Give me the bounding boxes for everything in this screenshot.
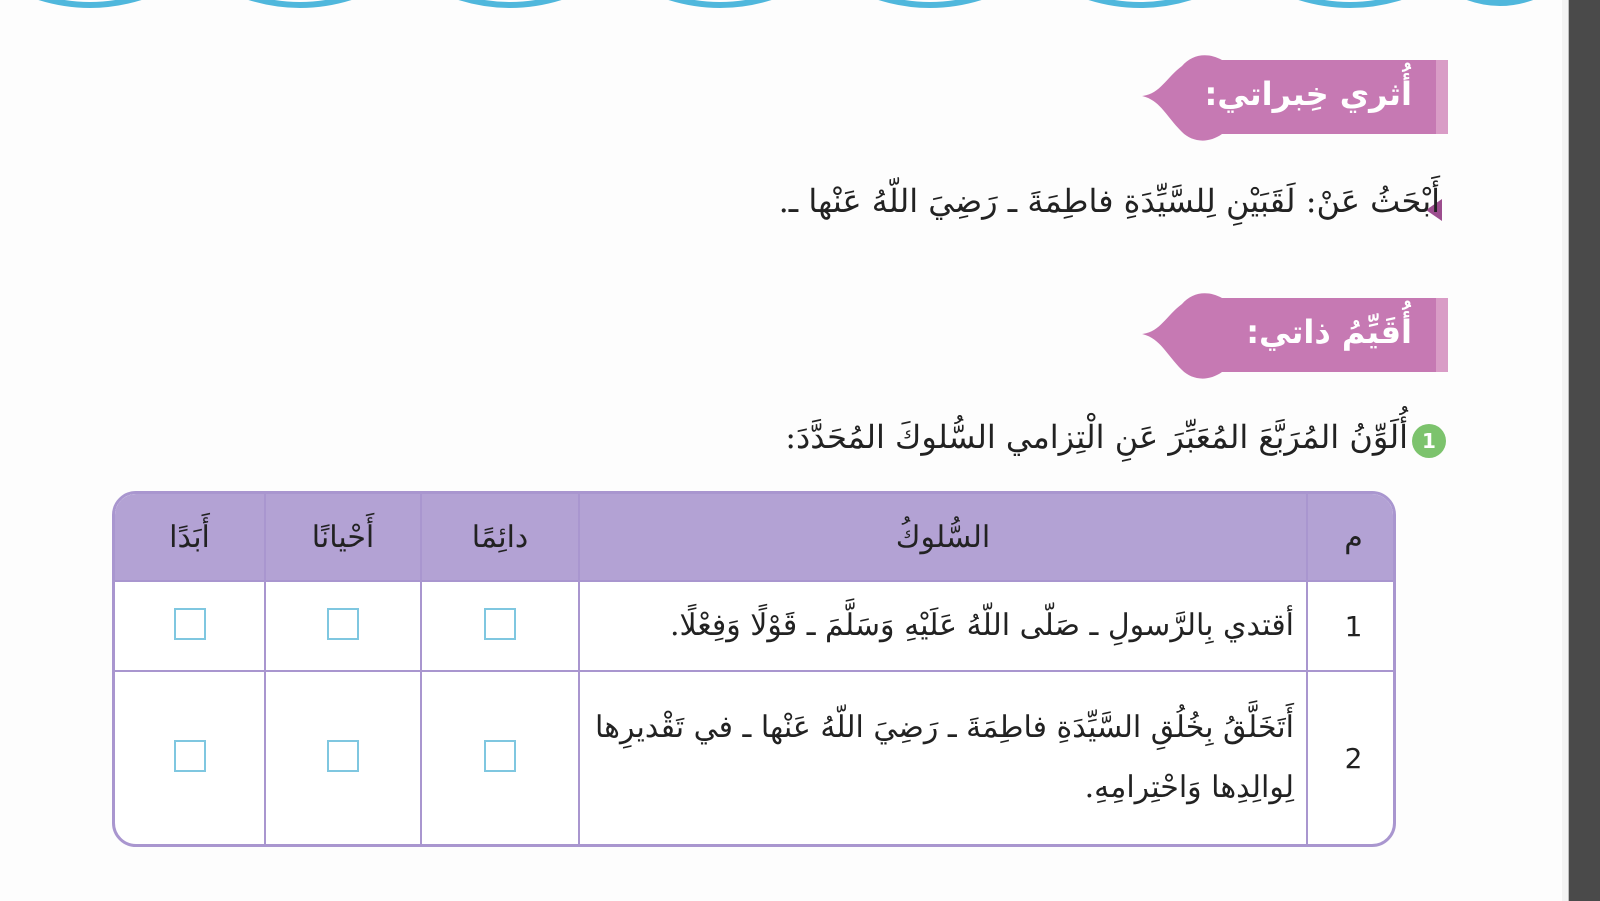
header-always: دائِمًا — [421, 494, 579, 581]
cell-always — [421, 581, 579, 671]
behavior-table — [112, 491, 1396, 847]
cell-always — [421, 671, 579, 844]
page-edge — [1562, 0, 1569, 901]
row-behavior: أقتدي بِالرَّسولِ ـ صَلّى اللّهُ عَلَيْهِ وَسَلَّمَ ـ قَوْلًا وَفِعْلًا. — [579, 581, 1307, 671]
checkbox-never[interactable] — [174, 608, 206, 640]
table-row — [115, 671, 1396, 844]
table-header-row — [115, 494, 1396, 581]
section-banner-enrich — [1142, 54, 1448, 134]
cell-sometimes — [265, 581, 421, 671]
row-behavior: أَتَخَلَّقُ بِخُلُقِ السَّيِّدَةِ فاطِمَةَ ـ رَضِيَ اللّهُ عَنْها ـ في تَقْديرِها لِوالِدِها وَاحْتِرامِهِ. — [579, 671, 1307, 844]
checkbox-sometimes[interactable] — [327, 608, 359, 640]
question-number-badge: 1 — [1412, 424, 1446, 458]
row-number: 1 — [1307, 581, 1396, 671]
table-row — [115, 581, 1396, 671]
checkbox-always[interactable] — [484, 608, 516, 640]
header-never: أَبَدًا — [115, 494, 265, 581]
row-number: 2 — [1307, 671, 1396, 844]
research-prompt: أَبْحَثُ عَنْ: لَقَبَيْنِ لِلسَّيِّدَةِ فاطِمَةَ ـ رَضِيَ اللّهُ عَنْها ـ. — [778, 182, 1440, 220]
cell-sometimes — [265, 671, 421, 844]
question-text: أُلَوِّنُ المُرَبَّعَ المُعَبِّرَ عَنِ الْتِزامي السُّلوكَ المُحَدَّدَ: — [785, 418, 1408, 456]
checkbox-sometimes[interactable] — [327, 740, 359, 772]
section-banner-assess — [1142, 292, 1448, 372]
header-num: م — [1307, 494, 1396, 581]
section-title-enrich: أُثري خِبراتي: — [1204, 75, 1412, 113]
header-sometimes: أَحْيانًا — [265, 494, 421, 581]
header-behavior: السُّلوكُ — [579, 494, 1307, 581]
checkbox-always[interactable] — [484, 740, 516, 772]
top-decorative-arcs — [0, 0, 1600, 10]
section-title-assess: أُقَيِّمُ ذاتي: — [1246, 313, 1412, 351]
cell-never — [115, 581, 265, 671]
cell-never — [115, 671, 265, 844]
checkbox-never[interactable] — [174, 740, 206, 772]
